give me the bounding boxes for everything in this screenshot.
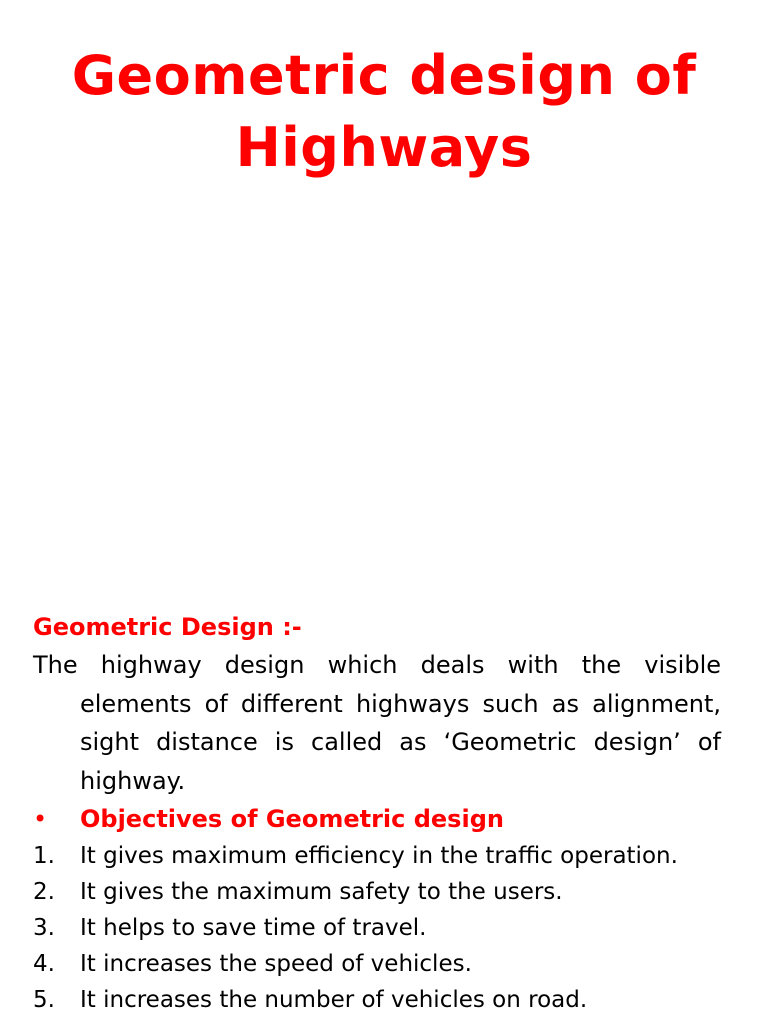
- content-slide: [0, 590, 768, 1024]
- list-item-number: 1.: [33, 843, 55, 869]
- list-item: [33, 982, 721, 1018]
- list-item-text: It helps to save time of travel.: [80, 915, 427, 941]
- list-item-number: 4.: [33, 951, 55, 977]
- slide-content: [33, 608, 721, 1018]
- objectives-heading: Objectives of Geometric design: [80, 805, 504, 833]
- list-item: [33, 946, 721, 982]
- slide-title: [0, 40, 768, 184]
- objectives-bullet: [33, 800, 721, 838]
- list-item-text: It increases the number of vehicles on road.: [80, 987, 588, 1013]
- list-item-text: It gives maximum efficiency in the traffic operation.: [80, 843, 678, 869]
- objectives-list: [33, 838, 721, 1018]
- list-item-number: 2.: [33, 879, 55, 905]
- list-item: [33, 874, 721, 910]
- list-item: [33, 910, 721, 946]
- slide-title-line-2: Highways: [235, 116, 533, 179]
- list-item-text: It increases the speed of vehicles.: [80, 951, 472, 977]
- bullet-icon: •: [33, 805, 48, 833]
- slide-title-line-1: Geometric design of: [71, 44, 697, 107]
- list-item-number: 5.: [33, 987, 55, 1013]
- section-heading: Geometric Design :-: [33, 613, 302, 641]
- list-item-text: It gives the maximum safety to the users.: [80, 879, 563, 905]
- list-item-number: 3.: [33, 915, 55, 941]
- definition-paragraph: The highway design which deals with the visible elements of different highways such as alignment, sight distance is called as ‘Geometric design’ of highway.: [33, 651, 721, 795]
- list-item: [33, 838, 721, 874]
